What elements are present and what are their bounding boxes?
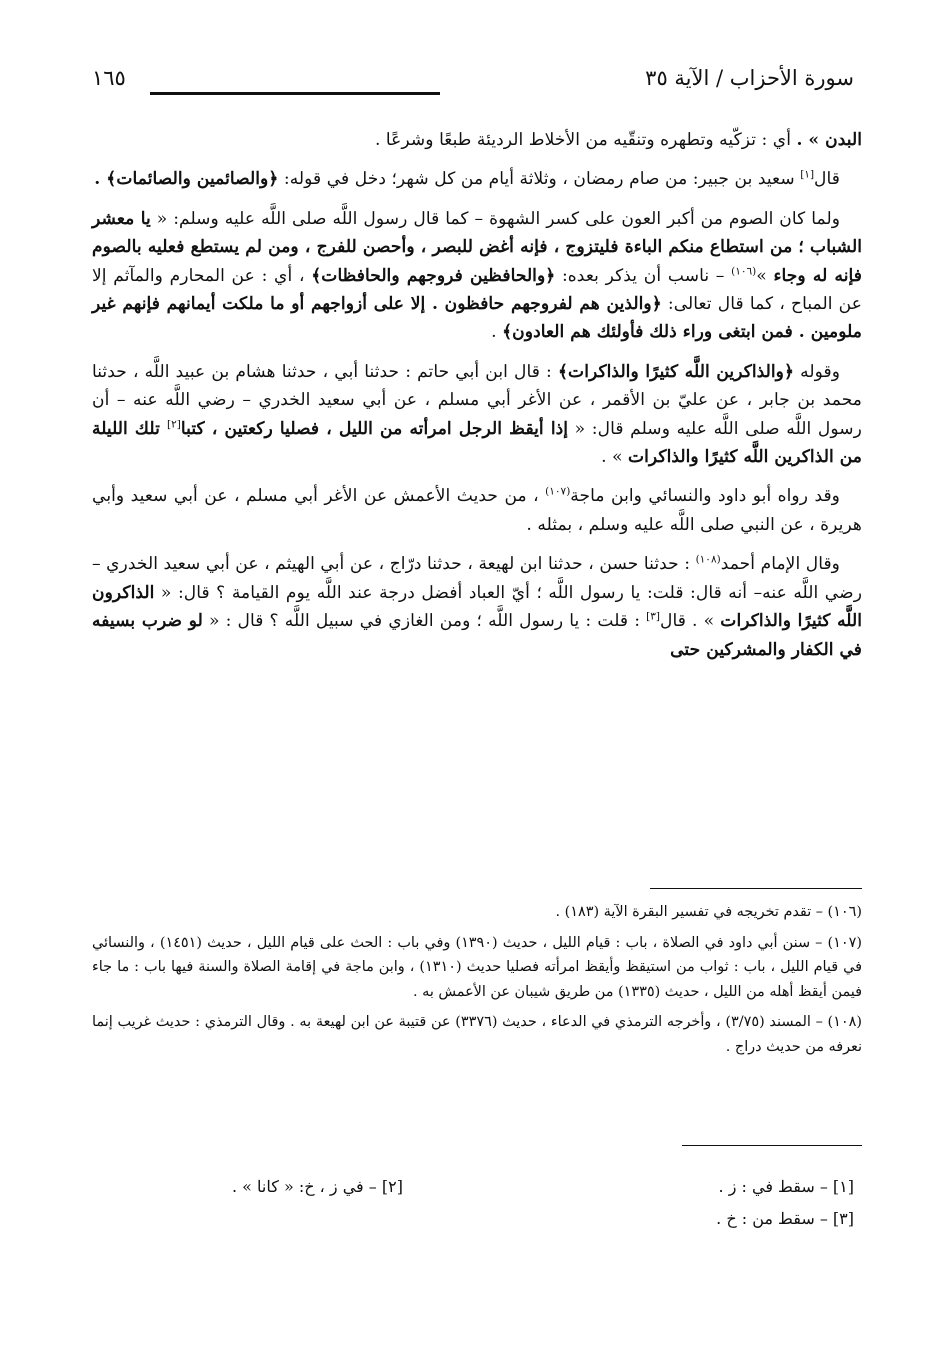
text-run: أي : تزكّيه وتطهره وتنقّيه من الأخلاط الرديئة طبعًا وشرعًا . [375, 130, 797, 150]
hadith-text: إذا أيقظ الرجل امرأته من الليل ، فصليا ركعتين ، كتبا [180, 418, 569, 439]
hadith-text: لو ضرب بسيفه في الكفار والمشركين حتى [92, 611, 862, 660]
text-run: : حدثنا حسن ، حدثنا ابن لهيعة ، حدثنا درّاج ، عن أبي الهيثم ، عن أبي سعيد الخدري –رضي اللَّه عنه– أنه قال: قلت: يا رسول اللَّه ؛ أيّ العباد أفضل درجة عند اللَّه يوم القيامة ؟ قال: « [92, 554, 862, 603]
footnote-ref: (١٠٦) [731, 264, 757, 277]
editor-note-ref: [١] [800, 168, 815, 181]
text-run: » . قال [660, 611, 721, 632]
paragraph-5 [92, 482, 862, 539]
page-number: ١٦٥ [92, 66, 126, 90]
paragraph-6 [92, 550, 862, 664]
footnote-ref: (١٠٨) [695, 553, 721, 566]
text-run: سعيد بن جبير: من صام رمضان ، وثلاثة أيام من كل شهر؛ دخل في قوله: [283, 169, 801, 190]
text-run: » [756, 265, 774, 286]
paragraph-2 [92, 165, 862, 193]
footnotes [92, 900, 862, 1066]
editor-note-1: [١] – سقط في : ز . [718, 1177, 854, 1196]
text-run: وقد رواه أبو داود والنسائي وابن ماجة [570, 486, 840, 507]
hadith-text: تلك الليلة من الذاكرين اللَّه كثيرًا والذاكرات [92, 418, 862, 468]
editor-note-2: [٢] – في ز ، خ: « كانا » . [232, 1177, 403, 1196]
quran-verse: ﴿والصائمين والصائمات﴾ . [94, 169, 279, 190]
editor-note-3: [٣] – سقط من : خ . [716, 1209, 854, 1228]
text-run: وقال الإمام أحمد [720, 554, 840, 575]
text-run: » . [601, 447, 628, 468]
bold-phrase: البدن » . [796, 130, 862, 150]
editor-note-ref: [٣] [646, 610, 660, 623]
quran-verse: ﴿والحافظين فروجهم والحافظات﴾ [311, 265, 556, 286]
editor-notes-separator [682, 1145, 862, 1146]
running-title: سورة الأحزاب / الآية ٣٥ [645, 66, 854, 90]
paragraph-4 [92, 358, 862, 472]
text-run: ، أي : عن المحارم والمآثم إلا عن المباح ، كما قال تعالى: [92, 265, 862, 315]
header-rule [150, 92, 440, 95]
footnote-106: (١٠٦) – تقدم تخريجه في تفسير البقرة الآية (١٨٣) . [555, 904, 862, 920]
text-run: ولما كان الصوم من أكبر العون على كسر الشهوة – كما قال رسول اللَّه صلى اللَّه عليه وسلم: « [150, 208, 840, 229]
footnote-separator [650, 888, 862, 889]
footnote-ref: (١٠٧) [545, 485, 571, 498]
text-run: . [491, 322, 503, 343]
footnote-107: (١٠٧) – سنن أبي داود في الصلاة ، باب : قيام الليل ، حديث (١٣٩٠) وفي باب : الحث على قيام الليل ، حديث (١٤٥١) ، والنسائي في قيام الليل ، باب : ثواب من استيقظ وأيقظ امرأته فصليا حديث (١٣١٠) ، وابن ماجة في إقامة الصلاة والسنة فيها باب : ما جاء فيمن أيقظ أهله من الليل ، حديث (١٣٣٥) من طريق شيبان عن الأعمش به . [92, 934, 862, 1000]
hadith-text: يا معشر الشباب ؛ من استطاع منكم الباءة فليتزوج ، فإنه أغض للبصر ، وأحصن للفرج ، ومن لم يستطع فعليه بالصوم فإنه له وجاء [92, 208, 862, 286]
paragraph-3 [92, 205, 862, 347]
quran-verse: ﴿والذين هم لفروجهم حافظون . إلا على أزواجهم أو ما ملكت أيمانهم فإنهم غير ملومين . فمن ابتغى وراء ذلك فأولئك هم العادون﴾ [92, 294, 862, 343]
text-run: ، من حديث الأعمش عن الأغر أبي مسلم ، عن أبي سعيد وأبي هريرة ، عن النبي صلى اللَّه عليه وسلم ، بمثله . [92, 486, 862, 535]
text-run: – ناسب أن يذكر بعده: [562, 265, 732, 286]
text-run: : قال ابن أبي حاتم : حدثنا أبي ، حدثنا هشام بن عبيد اللَّه ، حدثنا محمد بن جابر ، عن عليّ بن الأقمر ، عن الأغر أبي مسلم ، عن أبي سعيد الخدري – رضي اللَّه عنه – أن رسول اللَّه صلى اللَّه عليه وسلم قال: « [92, 361, 862, 439]
quran-verse: ﴿والذاكرين اللَّه كثيرًا والذاكرات﴾ [557, 361, 795, 382]
main-text [92, 126, 862, 675]
text-run: وقوله [794, 361, 841, 382]
paragraph-1 [92, 126, 862, 154]
editor-note-ref: [٢] [167, 417, 181, 430]
page-header [92, 62, 854, 102]
footnote-108: (١٠٨) – المسند (٣/٧٥) ، وأخرجه الترمذي في الدعاء ، حديث (٣٣٧٦) عن قتيبة عن ابن لهيعة به . وقال الترمذي : حديث غريب إنما نعرفه من حديث دراج . [92, 1014, 862, 1055]
text-run: : قلت : يا رسول اللَّه ؛ ومن الغازي في سبيل اللَّه ؟ قال : « [202, 611, 647, 632]
hadith-text: الذاكرون اللَّه كثيرًا والذاكرات [92, 582, 862, 632]
text-run: قال [814, 169, 840, 190]
